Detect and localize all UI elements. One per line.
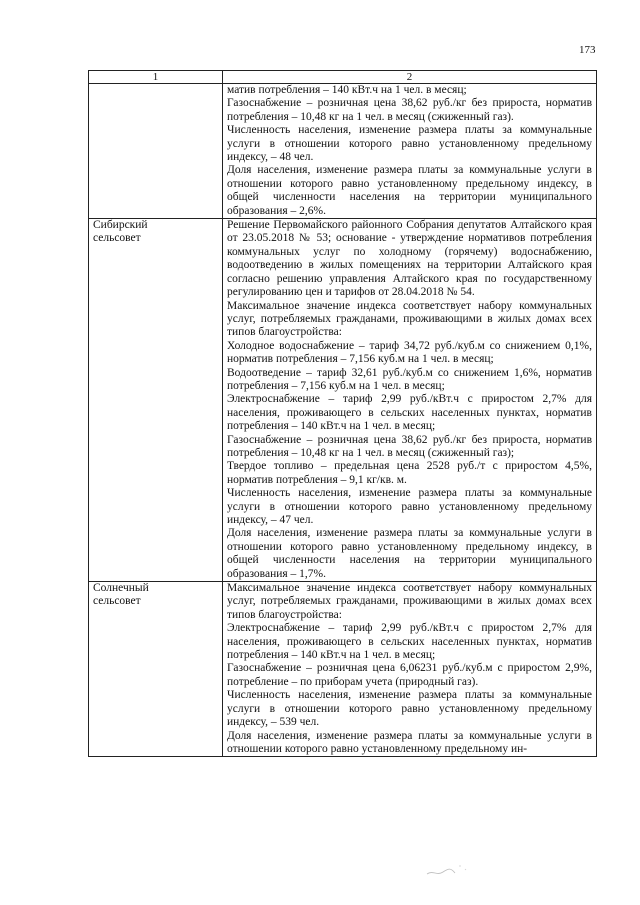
description-paragraph: Газоснабжение – розничная цена 38,62 руб./кг без прироста, норматив потребления – 10,48 кг на 1 чел. в месяц (сжиженный газ). bbox=[227, 97, 592, 123]
page-number: 173 bbox=[579, 44, 596, 56]
description-paragraph: Газоснабжение – розничная цена 38,62 руб./кг без прироста, норматив потребления – 10,48 кг на 1 чел. в месяц (сжиженный газ); bbox=[227, 433, 592, 459]
table-header-row bbox=[89, 71, 597, 84]
scribble-mark bbox=[425, 860, 495, 880]
municipality-name-line: сельсовет bbox=[93, 595, 141, 608]
description-paragraph: Твердое топливо – предельная цена 2528 руб./т с приростом 4,5%, норматив потребления – 9,1 кг/кв. м. bbox=[227, 460, 592, 486]
description-paragraph: Доля населения, изменение размера платы за коммунальные услуги в отношении которого равно установленному предельному индексу, в общей численности населения на территории муниципального образования – 1,7%. bbox=[227, 527, 592, 580]
municipality-name-line: сельсовет bbox=[93, 232, 141, 245]
municipality-name-cell bbox=[89, 84, 223, 219]
description-paragraph: Максимальное значение индекса соответствует набору коммунальных услуг, потребляемых гражданами, проживающими в жилых домах всех типов благоустройства: bbox=[227, 299, 592, 339]
description-paragraph: Электроснабжение – тариф 2,99 руб./кВт.ч с приростом 2,7% для населения, проживающего в сельских населенных пунктах, норматив потребления – 140 кВт.ч на 1 чел. в месяц; bbox=[227, 622, 592, 662]
description-paragraph: Доля населения, изменение размера платы за коммунальные услуги в отношении которого равно установленному предельному ин- bbox=[227, 729, 592, 755]
description-paragraph: Холодное водоснабжение – тариф 34,72 руб./куб.м со снижением 0,1%, норматив потребления – 7,156 куб.м на 1 чел. в месяц; bbox=[227, 339, 592, 366]
document-table bbox=[88, 70, 597, 757]
table-row bbox=[89, 84, 597, 219]
description-cell bbox=[223, 84, 597, 219]
municipality-name-cell bbox=[89, 219, 223, 582]
description-paragraph: Газоснабжение – розничная цена 6,06231 руб./куб.м с приростом 2,9%, потребление – по приборам учета (природный газ). bbox=[227, 662, 592, 688]
municipality-name-cell bbox=[89, 582, 223, 757]
description-cell bbox=[223, 582, 597, 757]
description-paragraph: Максимальное значение индекса соответствует набору коммунальных услуг, потребляемых гражданами, проживающими в жилых домах всех типов благоустройства: bbox=[227, 582, 592, 621]
header-col-2: 2 bbox=[223, 71, 597, 84]
description-paragraph: матив потребления – 140 кВт.ч на 1 чел. в месяц; bbox=[227, 84, 467, 96]
description-paragraph: Решение Первомайского районного Собрания депутатов Алтайского края от 23.05.2018 № 53; основание - утверждение нормативов потребления коммунальных услуг по холодному (горячему) водоснабжению, водоотведению в жилых помещениях на территории Алтайского края согласно решению управления Алтайского края по государственному регулированию цен и тарифов от 28.04.2018 № 54. bbox=[227, 219, 592, 299]
table-row bbox=[89, 219, 597, 582]
description-cell bbox=[223, 219, 597, 582]
description-paragraph: Численность населения, изменение размера платы за коммунальные услуги в отношении которого равно установленному предельному индексу, – 48 чел. bbox=[227, 124, 592, 164]
description-paragraph: Численность населения, изменение размера платы за коммунальные услуги в отношении которого равно установленному предельному индексу, – 47 чел. bbox=[227, 487, 592, 526]
description-paragraph: Водоотведение – тариф 32,61 руб./куб.м со снижением 1,6%, норматив потребления – 7,156 куб.м на 1 чел. в месяц; bbox=[227, 366, 592, 392]
municipality-name-line: Солнечный bbox=[93, 582, 149, 595]
header-col-1: 1 bbox=[89, 71, 223, 84]
description-paragraph: Численность населения, изменение размера платы за коммунальные услуги в отношении которого равно установленному предельному индексу, – 539 чел. bbox=[227, 689, 592, 729]
description-paragraph: Электроснабжение – тариф 2,99 руб./кВт.ч с приростом 2,7% для населения, проживающего в сельских населенных пунктах, норматив потребления – 140 кВт.ч на 1 чел. в месяц; bbox=[227, 393, 592, 433]
municipality-name-line: Сибирский bbox=[93, 219, 148, 232]
table-row bbox=[89, 582, 597, 757]
description-paragraph: Доля населения, изменение размера платы за коммунальные услуги в отношении которого равно установленному предельному индексу, в общей численности населения на территории муниципального образования – 2,6%. bbox=[227, 164, 592, 217]
